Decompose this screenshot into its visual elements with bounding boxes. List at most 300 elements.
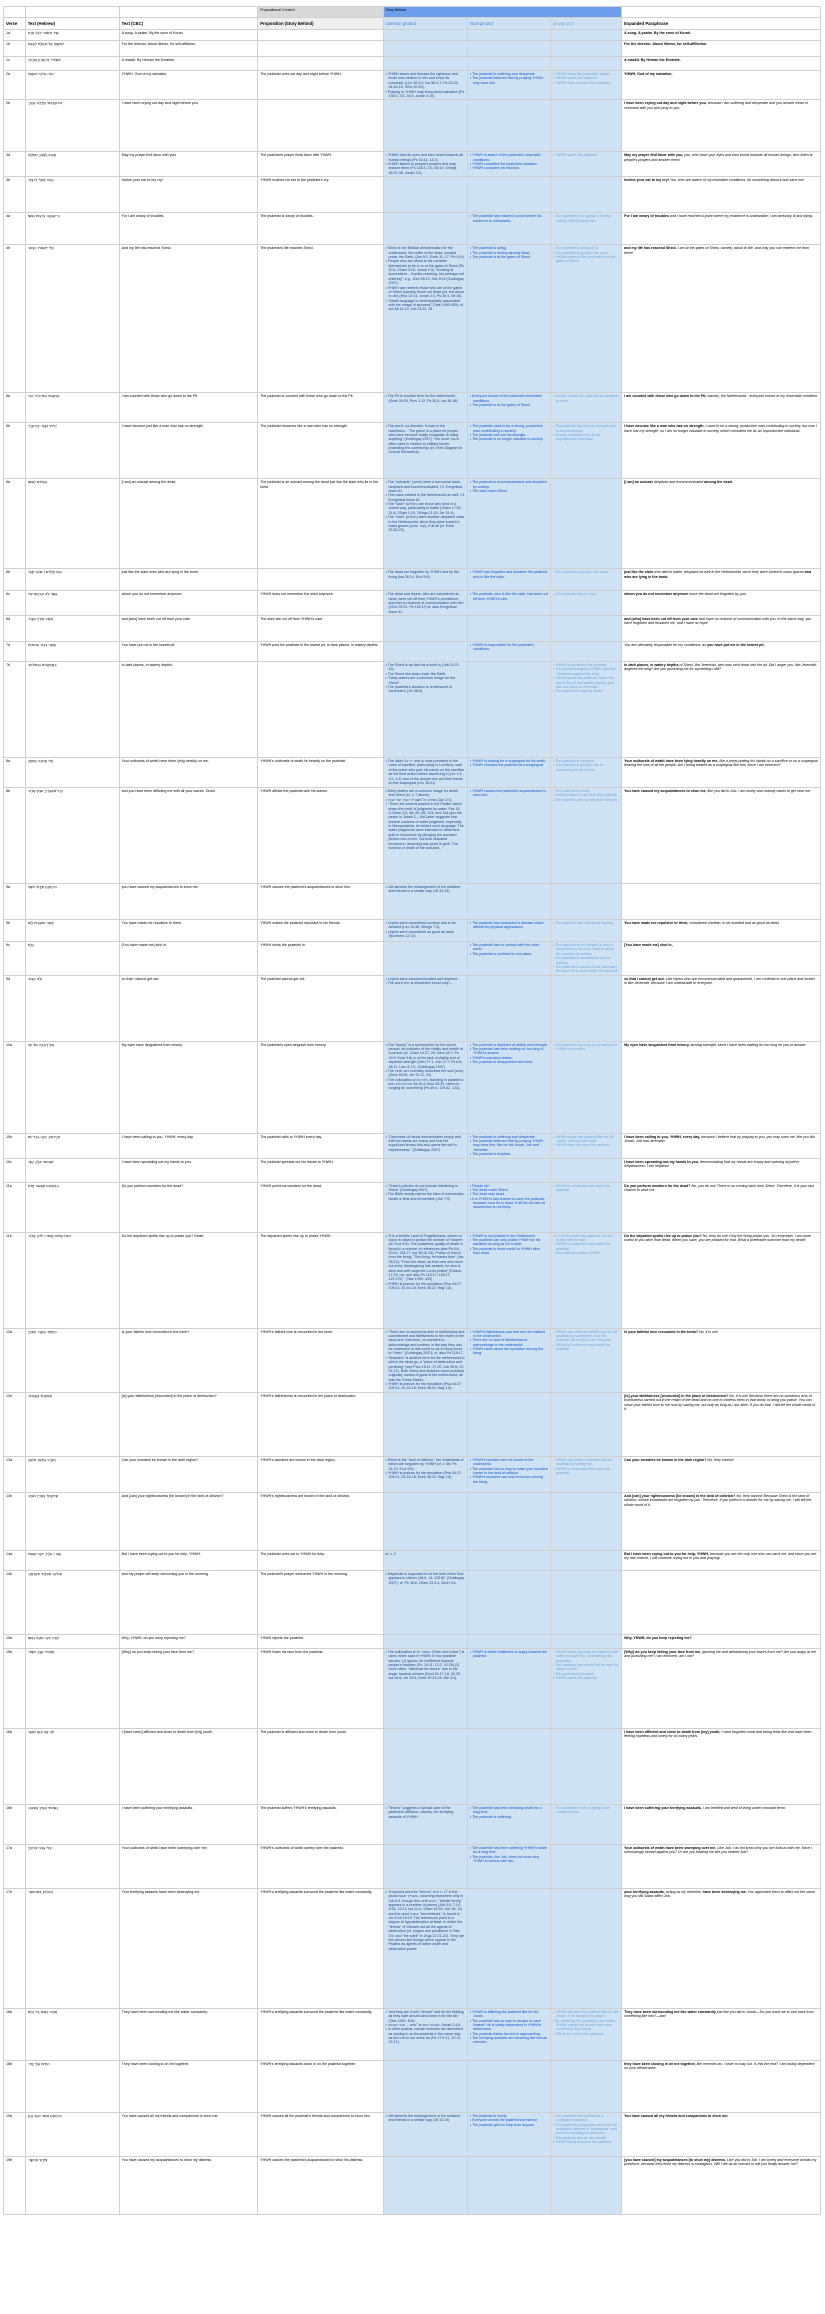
- cbc-text: so that I cannot get out.: [119, 975, 258, 1041]
- common-ground-cell: • YHWH has his eyes and ears tuned towards all human beings (Ps 33:14, 14:2). • YHWH listens to people's prayers and may answer them (Ps 138:3, 3:5, 66:19, 1Kings 18:37-38, Jonah 3:4).: [383, 152, 467, 177]
- cbc-text: You have put me in the lowest pit,: [119, 642, 258, 662]
- common-ground-cell: • The word גבר denotes "a man in his machismo... The grave is a place for people who have become totally incapable of doing anything" (Goldingay 2007). The word גבר is often used in relation to military forces protecting the community (cf. Venn Diagram in Lexical Semantics).: [383, 423, 467, 479]
- hebrew-text: כָּלֻ֥א: [25, 942, 119, 976]
- hebrew-text: הִרְחַ֣קְתָּ מִ֭מֶּנִּי אֹהֵ֣ב וָרֵ֑עַ: [25, 2112, 119, 2156]
- local-ground-cell: [467, 2060, 550, 2112]
- hebrew-text: כִּֽי־שָׂבְעָ֣ה בְרָע֣וֹת נַפְשִׁ֑י: [25, 213, 119, 245]
- verse-label: 10c: [4, 1158, 26, 1182]
- proposition-text: YHWH's outbursts of wrath sweep over the psalmist.: [258, 1844, 383, 1888]
- table-row: [4, 245, 821, 393]
- table-row: [4, 30, 821, 41]
- common-ground-cell: • YHWH saves and blesses the righteous and those who believe in him and keep his covenant. (Lev 26:3-9; Isa 56:4-7; Ps 22:25; 34:16-18, 2Chr 20:20). • Praying to YHWH may bring about salvation (Ps 138:3, 3:5, 34:5, Jonah 3:10).: [383, 71, 467, 100]
- table-row: [4, 57, 821, 71]
- playground-cell: • YHWH keeps ignoring the psalmist and does not save him, considering him unworthy. • The psalmist has sinned but he was not aware of that. • The psalmist is innocent. • YHWH saves the psalmist.: [551, 1648, 622, 1728]
- common-ground-cell: [383, 177, 467, 213]
- table-row: [4, 942, 821, 976]
- col-header-proposition: Proposition (Story Behind): [258, 18, 383, 30]
- verse-label: 12a: [4, 1328, 26, 1392]
- column-header-row: [4, 18, 821, 30]
- verse-label: 4a: [4, 213, 26, 245]
- proposition-text: The psalmist's prayer welcomes YHWH in the morning.: [258, 1570, 383, 1634]
- expanded-paraphrase-cell: Can your wonders be known in the dark region? No, they cannot!: [622, 1456, 821, 1492]
- expanded-paraphrase-cell: You are ultimately responsible for my conditions, as you have put me in the lowest pit,: [622, 642, 821, 662]
- expanded-paraphrase-cell: Do the departed spirits rise up to praise you? No, they do not! Only the living praise you. So remember, I am more useful to you alive than dead. When you save, you are praised for that. What a preferable outcome than my death!: [622, 1232, 821, 1328]
- table-row: [4, 1041, 821, 1133]
- proposition-text: YHWH's faithfulness is recounted in the place of destruction.: [258, 1392, 383, 1456]
- local-ground-cell: [467, 975, 550, 1041]
- cbc-text: Why, YHWH, do you keep rejecting me?: [119, 1634, 258, 1648]
- verse-label: 11a: [4, 1182, 26, 1232]
- cbc-text: I [have been] afflicted and close to death from [my] youth,: [119, 1728, 258, 1804]
- common-ground-cell: [383, 30, 467, 41]
- proposition-text: The psalmist's prayer finds favor with YHWH.: [258, 152, 383, 177]
- table-row: [4, 1158, 821, 1182]
- cbc-text: They have been surrounding me like water constantly;: [119, 2008, 258, 2060]
- proposition-text: The psalmist calls to YHWH every day.: [258, 1133, 383, 1158]
- common-ground-cell: • Lepers were excommunicated and required... • The word כלא is elsewhere found only i...: [383, 975, 467, 1041]
- cbc-text: Do the departed spirits rise up to praise you? Selah.: [119, 1232, 258, 1328]
- playground-cell: [551, 2156, 622, 2214]
- local-ground-cell: [467, 100, 550, 152]
- local-ground-cell: • The psalmist is lonely. • Everyone avoids the psalmist's presence. • The psalmist gets no help from anyone.: [467, 2112, 550, 2156]
- playground-cell: • If YHWH saves the psalmist, he will praise him for that. • YHWH is convinced and saves the psalmist. • The psalmist praises YHWH.: [551, 1232, 622, 1328]
- hebrew-text: וּ֝בַבֹּ֗קֶר תְּֽפִלָּתִ֥י תְקַדְּמֶֽךָּ׃: [25, 1570, 119, 1634]
- cbc-text: You have caused my acquaintances to shun my distress.: [119, 2156, 258, 2214]
- local-ground-cell: [467, 30, 550, 41]
- table-row: [4, 1328, 821, 1392]
- table-row: [4, 569, 821, 591]
- table-row: [4, 213, 821, 245]
- common-ground-cell: • "Terrors" suggests a special case of the psalmist's affliction, namely, the terrifying assaults of YHWH.: [383, 1804, 467, 1844]
- common-ground-cell: • The idiom סמך יד על is most prevalent in the Laws of sacrifice, particularly in Leviticus, said of the priest who puts his hands on the sacrifice as the final action before sacrificing it (Lev 1:4, 3:2, 4:4) and of the people who put their hands on the scapegoat (Lev 16:21).: [383, 758, 467, 788]
- expanded-paraphrase-cell: Incline your ear to my cry! You, who are aware of my miserable conditions, do something about it and save me!: [622, 177, 821, 213]
- table-row: [4, 2008, 821, 2060]
- local-ground-cell: [467, 1570, 550, 1634]
- local-ground-cell: [467, 41, 550, 57]
- proposition-text: YHWH causes the psalmist's acquaintances to shun his distress.: [258, 2156, 383, 2214]
- common-ground-cell: [383, 1728, 467, 1804]
- table-row: [4, 2060, 821, 2112]
- cbc-text: You have caused all my friends and companions to shun me;: [119, 2112, 258, 2156]
- verse-label: 6d: [4, 616, 26, 642]
- group-header-story-behind: Story Behind: [383, 7, 622, 18]
- proposition-text: The slain are cut off from YHWH's care.: [258, 616, 383, 642]
- playground-cell: • The psalmist is seriously ill. • The psalmist is going to die soon. • YHWH redeems the psalmist from the gates of Sheol.: [551, 245, 622, 393]
- verse-label: 1b: [4, 41, 26, 57]
- local-ground-cell: • The psalmist has been suffering YHWH's wrath for a long time. • The psalmist, like Job, does not know why YHWH is furious with him.: [467, 1844, 550, 1888]
- hebrew-text: אֲשֶׁ֤ר לֹ֣א זְכַרְתָּ֣ם ע֑וֹד: [25, 591, 119, 616]
- table-row: [4, 1888, 821, 2008]
- proposition-text: YHWH causes all the psalmist's friends and companions to shun him.: [258, 2112, 383, 2156]
- common-ground-cell: • The "outcasts" (חפשי) were a low social class, despised and excommunicated. Cf. Exegetical Issue #1 • This class existed in the Netherworld as well. Cf. Exegetical Issue #1 • The "slain" (חללים) are those who died in a violent way, particularly in battle (1Sam 17:52, 31:8, 2Sam 1:19, 1Kings 11:15, Jer 51:4). • The "slain" (חללים) were another despised class in the Netherworld, since they were buried in mass graves (קבר עמנו), if at all (cf. Ezek 32:20-23).: [383, 479, 467, 569]
- expanded-paraphrase-cell: I have been spreading out my hands to you, demonstrating that my hands are empty and opening myself in helplessness. I am helpless!: [622, 1158, 821, 1182]
- verse-label: 17a: [4, 1844, 26, 1888]
- table-row: [4, 642, 821, 662]
- proposition-text: YHWH hides his face from the psalmist.: [258, 1648, 383, 1728]
- verse-label: 14b: [4, 1570, 26, 1634]
- hebrew-text: בִּ֝עוּתֶ֗יךָ צִמְּתוּתֻֽנִי׃: [25, 1888, 119, 2008]
- cbc-text: They have been closing in on me together.: [119, 2060, 258, 2112]
- expanded-paraphrase-cell: For the director. About illness, for self-afflliction.: [622, 41, 821, 57]
- table-row: [4, 1728, 821, 1804]
- hebrew-text: וְכָל־מִ֝שְׁבָּרֶ֗יךָ עִנִּ֥יתָ סֶּֽלָה׃: [25, 788, 119, 884]
- local-ground-cell: • The psalmist, who is like the slain, has been cut off from YHWH's care.: [467, 591, 550, 616]
- hebrew-text: הַטֵּֽה־אָ֝זְנְךָ֗ לְרִנָּתִֽי׃: [25, 177, 119, 213]
- common-ground-cell: • Deep waters are a common image for death and Sheol (cf. v. 7 above). • מצלה כל־משבריך וגליך עלי עברו (Jon 2:4). • "There are several psalms in the Psalter which share the motif of judgment by water. Pss 18 (=2Sam 22); 66; 69; 88; 124; and 144 plus the psalm in Jonah 2... McCarter suggests that ancient customs of water judgment, especially in Mesopotamia, lie behind such language. The water judgments were intended to determine guilt or innocence by plunging the accused person into a river. Survival indicated innocence; drowning was proof of guilt. The survival or death of the accused...": [383, 788, 467, 884]
- local-ground-cell: [467, 1158, 550, 1182]
- proposition-text: The psalmist's life reaches Sheol.: [258, 245, 383, 393]
- hebrew-text: בְּ֝מַחֲשַׁכִּ֗ים בִּמְצֹלֽוֹת׃: [25, 662, 119, 758]
- proposition-text: [258, 569, 383, 591]
- table-row: [4, 100, 821, 152]
- playground-cell: • YHWH saves the psalmist.: [551, 152, 622, 177]
- playground-cell: [551, 975, 622, 1041]
- cbc-text: Can your wonders be known in the dark region?: [119, 1456, 258, 1492]
- playground-cell: • The psalmist is tired of living under constant terror.: [551, 1804, 622, 1844]
- verse-label: 6c: [4, 591, 26, 616]
- common-ground-cell: • Sheol is the "land of oblivion", the inhabitants of which are forgotten by YHWH (cf. v. 6b, Ps 31:13, Eccl 9:5). • YHWH is jealous for his reputation (Psa 44:27; 109:21; 51:16-18; Ezek 36:22; Hag 1:8).: [383, 1456, 467, 1492]
- local-ground-cell: [467, 1728, 550, 1804]
- verse-label: 10a: [4, 1041, 26, 1133]
- verse-label: 14a: [4, 1550, 26, 1570]
- hebrew-text: תַּסְתִּ֖יר פָּנֶ֣יךָ מִמֶּֽנִּי׃: [25, 1648, 119, 1728]
- common-ground-cell: • Job laments the estrangement of his relatives and friends in a similar way (19:13-19): [383, 2112, 467, 2156]
- expanded-paraphrase-cell: You have made me repulsive to them, considered unclean, to be avoided and as good as dead.: [622, 920, 821, 942]
- expanded-paraphrase-cell: You have caused my acquaintances to shun me, like you did to Job. I am lonely and nobody wants to get near me.: [622, 788, 821, 884]
- common-ground-cell: • Lepers were considered unclean and to be avoided (Lev 13:46, 2Kings 7:3). • Lepers were considered as good as dead (Numbers 12:12): [383, 920, 467, 942]
- table-row: [4, 177, 821, 213]
- cbc-text: For the director. About illness, for self-affliction.: [119, 41, 258, 57]
- playground-cell: [551, 41, 622, 57]
- proposition-text: The psalmist is weary of troubles.: [258, 213, 383, 245]
- verse-label: 2a: [4, 71, 26, 100]
- common-ground-cell: • "Yhwh's policies do not include interfering in Sheol" (Goldingay 2007) • The Bible mostly rejects the idea of resurrection. Death is final and irreversible (Job 7:9): [383, 1182, 467, 1232]
- col-header-expanded-paraphrase: Expanded Paraphrase: [622, 18, 821, 30]
- common-ground-cell: • Daybreak is supposed to be the time when God appears to deliver (46:6, 14; 143:8)" (Goldingay 2007), cf. Ps 46:6, 2Sam 23:3-4, Zeph 3:5.: [383, 1570, 467, 1634]
- common-ground-cell: [383, 1492, 467, 1550]
- local-ground-cell: [467, 662, 550, 758]
- proposition-text: The psalmist becomes like a man who has no strength.: [258, 423, 383, 479]
- col-header-cbc: Text (CBC): [119, 18, 258, 30]
- verse-label: 7b: [4, 662, 26, 758]
- verse-label: 9b: [4, 920, 26, 942]
- local-ground-cell: [467, 1550, 550, 1570]
- cbc-text: You have made me repulsive to them.: [119, 920, 258, 942]
- playground-cell: [551, 479, 622, 569]
- local-ground-cell: • YHWH's wonders are not known in the underworld. • The psalmist has no way to make your wonders known in the land of oblivion. • YHWH's wonders can only be known among the living.: [467, 1456, 550, 1492]
- table-row: [4, 616, 821, 642]
- cbc-text: A song. A psalm. By the sons of Korah,: [119, 30, 258, 41]
- expanded-paraphrase-cell: Why, YHWH, do you keep rejecting me?: [622, 1634, 821, 1648]
- cbc-text: in dark places, in watery depths.: [119, 662, 258, 758]
- common-ground-cell: [383, 616, 467, 642]
- expanded-paraphrase-cell: I have been calling to you, YHWH, every day, because I believe that by praying to you, you may save me, like you did Jonah, Job and Jeremiah.: [622, 1133, 821, 1158]
- playground-cell: • YHWH saves the psalmist like he did Jonah, Job and Jeremiah. • YHWH does not save the psalmist.: [551, 1133, 622, 1158]
- playground-cell: [551, 2060, 622, 2112]
- blank-cell: [622, 7, 821, 18]
- playground-cell: [551, 884, 622, 920]
- verse-label: 9d: [4, 975, 26, 1041]
- cbc-text: I am counted with those who go down to the Pit.: [119, 393, 258, 423]
- expanded-paraphrase-cell: and my life has reached Sheol. I am at the gates of Sheol, namely, about to die, and only you can redeem me from there!: [622, 245, 821, 393]
- verse-label: 10b: [4, 1133, 26, 1158]
- verse-label: 9c: [4, 942, 26, 976]
- expanded-paraphrase-cell: You have caused all my friends and companions to shun me;: [622, 2112, 821, 2156]
- proposition-text: YHWH does not remember the slain anymore.: [258, 591, 383, 616]
- cbc-text: I have been crying out day and night before you.: [119, 100, 258, 152]
- hebrew-text: קְרָאתִ֣יךָ יְהוָ֣ה בְּכָל־י֑וֹם: [25, 1133, 119, 1158]
- expanded-paraphrase-cell: your terrifying assaults, acting as my enemies, have been destroying me. You appointed them to afflict me the same way you did Satan afflict Job.: [622, 1888, 821, 2008]
- verse-label: 8b: [4, 788, 26, 884]
- cbc-text: I have become just like a man who has no strength.: [119, 423, 258, 479]
- expanded-paraphrase-cell: For I am weary of troubles and I have reached a point where my existence is unbearable; I am seriously ill and dying.: [622, 213, 821, 245]
- table-row: [4, 1844, 821, 1888]
- expanded-paraphrase-cell: I am counted with those who go down to the Pit, namely, the Netherworld - everyone knows of my miserable condition.: [622, 393, 821, 423]
- col-header-hebrew: Text (Hebrew): [25, 18, 119, 30]
- table-row: [4, 1392, 821, 1456]
- hebrew-text: הַיְסֻפַּ֣ר בַּקֶּ֣בֶר חַסְדֶּ֑ךָ: [25, 1328, 119, 1392]
- local-ground-cell: • YHWH causes the psalmist's acquaintances to shun him.: [467, 788, 550, 884]
- verse-label: 19a: [4, 2112, 26, 2156]
- proposition-text: The psalmist is afflicted and close to death from youth.: [258, 1728, 383, 1804]
- table-body: [4, 7, 821, 2215]
- table-row: [4, 758, 821, 788]
- playground-cell: • YHWH is punishing the psalmist. • The psalmist angered YHWH, just like Jeremiah angered the king. • YHWH saves the psalmist, takes him out of the pit and watery depths, just like was done to Jeremiah. • The psalmist is nearing death.: [551, 662, 622, 758]
- table-row: [4, 662, 821, 758]
- cbc-text: Incline your ear to my cry!: [119, 177, 258, 213]
- verse-label: 17b: [4, 1888, 26, 2008]
- proposition-text: The departed spirits rise up to praise YHWH.: [258, 1232, 383, 1328]
- hebrew-text: וְחַיַּ֗י לִשְׁא֥וֹל הִגִּֽיעוּ׃: [25, 245, 119, 393]
- table-row: [4, 2156, 821, 2214]
- verse-label: 18a: [4, 2008, 26, 2060]
- hebrew-text: כְּמ֤וֹ חֲלָלִ֨ים ׀ שֹׁ֥כְבֵי קֶ֗בֶר: [25, 569, 119, 591]
- hebrew-text: מְֽיֻדָּעַ֥י מַחְשָֽׁךְ׃: [25, 2156, 119, 2214]
- cbc-text: [You have made me] shut in,: [119, 942, 258, 976]
- common-ground-cell: cf. v. 2: [383, 1550, 467, 1570]
- playground-cell: [551, 1570, 622, 1634]
- proposition-text: YHWH's faithful love is recounted in the tomb.: [258, 1328, 383, 1392]
- expanded-paraphrase-cell: YHWH, God of my salvation,: [622, 71, 821, 100]
- proposition-text: [258, 30, 383, 41]
- cbc-text: [Is] your faithfulness [recounted] in the place of destruction?: [119, 1392, 258, 1456]
- verse-label: 7a: [4, 642, 26, 662]
- playground-cell: [551, 30, 622, 41]
- verse-label: 2b: [4, 100, 26, 152]
- cbc-text: And [can] your righteousness [be known] in the land of oblivion?: [119, 1492, 258, 1550]
- local-ground-cell: [467, 616, 550, 642]
- cbc-text: just like the slain ones who are lying in the tomb,: [119, 569, 258, 591]
- local-ground-cell: [467, 884, 550, 920]
- group-header-row: [4, 7, 821, 18]
- table-row: [4, 1634, 821, 1648]
- cbc-text: And my life has reached Sheol.: [119, 245, 258, 393]
- table-row: [4, 152, 821, 177]
- verse-label: 12b: [4, 1392, 26, 1456]
- expanded-paraphrase-cell: Your outbursts of wrath have been sweeping over me. Like Job, I do not know why you are furious with me. Have I unknowingly sinned against you? Or are you treating me like you treated Job?: [622, 1844, 821, 1888]
- verse-label: 9a: [4, 884, 26, 920]
- proposition-text: YHWH's wonders are known in the dark region.: [258, 1456, 383, 1492]
- common-ground-cell: • "It is a terrible Land of Forgetfulness, where no voice is raised to praise the wonder of Yahweh (cf. Eccl 9:5). The praiseless quality of death is found in a number of references (see Ps 6:6; 30:10; 115:17; Isa 38:18-19). Praise of God is from the living; "The living, he thanks thee" (Isa 38:19); "From the dead, as from one who does not exist, thanksgiving has ceased; he who is alive and well sings the Lord's praise" (Ecclus 17:29, rsv; see also Ps 115:17; 118:17; 119:175)." (Tate 1990: 403) • YHWH is jealous for his reputation (Psa 44:27; 109:21; 51:16-18; Ezek 36:22; Hag 1:8).: [383, 1232, 467, 1328]
- playground-cell: [551, 1844, 622, 1888]
- verse-label: 15a: [4, 1634, 26, 1648]
- local-ground-cell: • The psalmist has contracted a disease which affects his physical appearance.: [467, 920, 550, 942]
- common-ground-cell: [383, 1634, 467, 1648]
- proposition-text: YHWH inclines his ear to the psalmist's cry.: [258, 177, 383, 213]
- common-ground-cell: [383, 2060, 467, 2112]
- hebrew-text: עָ֭לַי סָמְכָ֣ה חֲמָתֶ֑ךָ: [25, 758, 119, 788]
- expanded-paraphrase-cell: in dark places, in watery depths of Sheol, like Jeremiah, who was sent down into the pit. Did I anger you, like Jeremiah angered the king? Are you punishing me for something I did?: [622, 662, 821, 758]
- local-ground-cell: • People die • The dead reach Sheol. • The dead stay dead. • It is YHWH's last chance to save the psalmist, because once he is dead, it will be too late as resurrection is not likely.: [467, 1182, 550, 1232]
- table-row: [4, 975, 821, 1041]
- proposition-text: YHWH's terrifying assaults surround the psalmist like water constantly.: [258, 1888, 383, 2008]
- hebrew-text: יְהוָ֗ה אֱלֹהֵ֥י יְשׁוּעָתִ֑י: [25, 71, 119, 100]
- proposition-text: YHWH's terrifying assaults surround the psalmist like water constantly.: [258, 2008, 383, 2060]
- hebrew-text: שִׁ֥יר מִזְמ֗וֹר לִבְנֵ֫י קֹ֥רַח: [25, 30, 119, 41]
- hebrew-text: אִם־רְ֝פָאִ֗ים יָק֤וּמוּ ׀ יוֹד֬וּךָ סֶּֽלָה׃: [25, 1232, 119, 1328]
- common-ground-cell: [383, 1158, 467, 1182]
- hebrew-text: שַׁתַּ֣נִי תוֹעֵב֣וֹת לָ֑מוֹ: [25, 920, 119, 942]
- proposition-text: YHWH puts the psalmist in the lowest pit, in dark places, in watery depths.: [258, 642, 383, 662]
- hebrew-text: עָ֘נִ֤י אֲנִ֣י וְגֹוֵ֣עַ מִנֹּ֑עַר: [25, 1728, 119, 1804]
- cbc-text: But I have been crying out to you for help, YHWH,: [119, 1550, 258, 1570]
- verse-label: 8a: [4, 758, 26, 788]
- expanded-paraphrase-cell: they have been closing in on me together, like enemies do. I have no way out. Is this the end? I am totally dependent on your deliverance.: [622, 2060, 821, 2112]
- proposition-text: The psalmist cries out to YHWH for help.: [258, 1550, 383, 1570]
- common-ground-cell: • The collocation הסתיר פנים ("hide one's face") is used, when said of YHWH, in two possible senses: (1) ignore, be indifferent towards people's troubles (Ps. 10:11, 13:2, 42:25) (2) more often, "withdraw his favors" due to his anger towards sinners (Deut 31:17-18, 32:20, Isa 54:8, Jer 33:5, Ezek 39:23-24, Mic 3:4).: [383, 1648, 467, 1728]
- cbc-text: you have caused my acquaintances to shun me.: [119, 884, 258, 920]
- expanded-paraphrase-cell: [622, 884, 821, 920]
- local-ground-cell: • YHWH's faithfulness and love are not realised in the underworld. • There are no acts of faithfulness to acknowledge in the underworld. • YHWH cares about his reputation among the living.: [467, 1328, 550, 1392]
- playground-cell: • The psalmist is giving up on waiting for YHWH's salvation.: [551, 1041, 622, 1133]
- common-ground-cell: • "and they are God's "terrors" and do his bidding, as they swirl around and close in for the kill." (Tate 1990, 404) • סבבוני מים עד־נפש ... ונהר יסבבני, Jonah 2:4,6 • In other psalms, human enemies are described as closing in on the psalmist in the same way as the מים in our verse do (Ps 17:9-11, 22:13, 22:17).: [383, 2008, 467, 2060]
- local-ground-cell: • YHWH is not praised in the Underworld. • The psalmist can only praise YHWH for his salvation as long as he is alive. • The psalmist is more useful to YHWH alive than dead.: [467, 1232, 550, 1328]
- verse-label: 11b: [4, 1232, 26, 1328]
- common-ground-cell: [383, 1392, 467, 1456]
- expanded-paraphrase-cell: I have become like a man who has no strength. I used to be a strong, productive man contributing to society, but now I have lost my strength, so I am no longer valuable to society, which considers me as an unproductive individual.: [622, 423, 821, 479]
- local-ground-cell: [467, 1392, 550, 1456]
- table-row: [4, 1456, 821, 1492]
- common-ground-cell: [383, 100, 467, 152]
- hebrew-text: וְלֹ֣א אֵצֵֽא׃: [25, 975, 119, 1041]
- cbc-text: I have been suffering your terrifying assaults.: [119, 1804, 258, 1844]
- verse-label: 3a: [4, 152, 26, 177]
- playground-cell: [551, 100, 622, 152]
- group-header-propositional-content: Propositional Content: [258, 7, 383, 18]
- playground-cell: [551, 1728, 622, 1804]
- verse-label: 3b: [4, 177, 26, 213]
- table-row: [4, 393, 821, 423]
- local-ground-cell: [467, 1492, 550, 1550]
- playground-cell: [551, 1888, 622, 2008]
- table-row: [4, 1570, 821, 1634]
- local-ground-cell: • The psalmist has reached a point where his existence is unbearable.: [467, 213, 550, 245]
- cbc-text: For I am weary of troubles,: [119, 213, 258, 245]
- proposition-text: The psalmist suffers YHWH's terrifying assaults.: [258, 1804, 383, 1844]
- playground-cell: [551, 1550, 622, 1570]
- verse-label: 16b: [4, 1804, 26, 1844]
- expanded-paraphrase-cell: My eyes have languished from misery, lacking strength, since I have been waiting for too long for you to answer.: [622, 1041, 821, 1133]
- cbc-text: Your outbursts of wrath have been sweeping over me;: [119, 1844, 258, 1888]
- verse-label: 4b: [4, 245, 26, 393]
- table-row: [4, 1550, 821, 1570]
- hebrew-text: הִרְחַ֥קְתָּ מְיֻדָּעַ֗י מִ֫מֶּ֥נִּי: [25, 884, 119, 920]
- common-ground-cell: [383, 41, 467, 57]
- expanded-paraphrase-cell: I have been suffering your terrifying assaults, I am terrified and tired of living under constant terror.: [622, 1804, 821, 1844]
- verse-label: 6a: [4, 479, 26, 569]
- playground-cell: • Society marks the psalmist as someone to shun: [551, 393, 622, 423]
- hebrew-text: תָּב֣וֹא לְ֭פָנֶיךָ תְּפִלָּתִ֑י: [25, 152, 119, 177]
- cbc-text: May my prayer find favor with you!: [119, 152, 258, 177]
- common-ground-cell: • Job laments the estrangement of his relatives and friends in a similar way (19:13-19): [383, 884, 467, 920]
- proposition-text: YHWH rejects the psalmist.: [258, 1634, 383, 1648]
- local-ground-cell: • The psalmist is suffering and desperate. • The psalmist believes that by praying YHWH may save him, like he did Jonah, Job and Jeremiah. • The psalmist is helpless.: [467, 1133, 550, 1158]
- playground-cell: [551, 1392, 622, 1456]
- verse-label: 18b: [4, 2060, 26, 2112]
- proposition-text: The psalmist is counted with those who go down to the Pit.: [258, 393, 383, 423]
- expanded-paraphrase-cell: [I am] an outcast despised and excommunicated among the dead.: [622, 479, 821, 569]
- col-header-common-ground: common ground: [383, 18, 467, 30]
- hebrew-text: שִׁטַּ֖חְתִּי אֵלֶ֣יךָ כַפָּֽי׃: [25, 1158, 119, 1182]
- common-ground-cell: [383, 642, 467, 662]
- common-ground-cell: [383, 1844, 467, 1888]
- hebrew-text: וְ֝הֵ֗מָּה מִיָּדְךָ֥ נִגְזָֽרוּ׃: [25, 616, 119, 642]
- playground-cell: [551, 177, 622, 213]
- cbc-text: [I am] an outcast among the dead,: [119, 479, 258, 569]
- expanded-paraphrase-cell: I have been afflicted and close to death from [my] youth, I have forgotten what and being feels like and have been feeling hopeless and lonely for so many years.: [622, 1728, 821, 1804]
- cbc-text: I have been calling to you, YHWH, every day.: [119, 1133, 258, 1158]
- blank-cell: [4, 7, 26, 18]
- common-ground-cell: • "A second word for "terrors" is in v. 17 in the plural noun בעותיך, occurring elsewhere only in Job 6:4, though this verb ביעת, "startle/ terrify," appears in a number of places (Job 3:5, 7:14, 9:34, 13:11; Isa 21:4; 1Sam 16:15; Job 18: 11) and the word בעות, "terror/dread," is found in Jer 8:15-16:19. The references point to a degree of hypostatization at least, in which the "terrors" of Yahweh act as the agents of destruction (cf. plague and pestilence in Hab 3:5; and "the spirit" in 1Kgs 22:21-22). They are the demon-like beings which appear in the Psalms as agents of divine wrath and destructive power.: [383, 1888, 467, 2008]
- cbc-text: Your outbursts of wrath have been lying heavily on me,: [119, 758, 258, 788]
- common-ground-cell: • The Pit is another term for the netherworld (Ezek 26:20, Prov 1:12, Ps 30:4, Isa 38:18)'.: [383, 393, 467, 423]
- expanded-paraphrase-cell: They have been surrounding me like water constantly just like you did to Jonah—Do you want me to turn back from something like him?—and: [622, 2008, 821, 2060]
- proposition-text: [258, 57, 383, 71]
- proposition-text: The psalmist cries out day and night before YHWH.: [258, 71, 383, 100]
- hebrew-text: הֲיִוָּדַ֣ע בַּחֹ֣שֶׁךְ פִּלְאֶ֑ךָ: [25, 1456, 119, 1492]
- col-header-local-ground: local ground: [467, 18, 550, 30]
- proposition-text: YHWH afflicts the psalmist with his waves.: [258, 788, 383, 884]
- local-ground-cell: • The psalmist is depleted of vitality and strength. • The psalmist has been waiting for too long to YHWH's answer • YHWH's salvation tarries. • The psalmist is disappointed and tired.: [467, 1041, 550, 1133]
- local-ground-cell: • The psalmist used to be a strong, productive man contributing to society. • The psalmist has lost his strength. • The psalmist is no longer valuable to society.: [467, 423, 550, 479]
- hebrew-text: הֲלַמֵּתִ֥ים תַּעֲשֶׂה־פֶּ֑לֶא: [25, 1182, 119, 1232]
- expanded-paraphrase-cell: so that I cannot get out. Like lepers who are excommunicated and quarantined, I am confined to one place and locked in like Jeremiah, because I am undesirable to everyone.: [622, 975, 821, 1041]
- playground-cell: • YHWH will save the psalmist like he did Jonah, if he accepts his prayer. • By drowning the psalmist in the water, YHWH wants him to turn back from something, like Jonah. • This is the end of the psalmist.: [551, 2008, 622, 2060]
- local-ground-cell: • The psalmist has no contact with the outer world. • The psalmist is confined to one place.: [467, 942, 550, 976]
- hebrew-text: סַבּ֣וּנִי כַ֭מַּיִם כָּל־הַיּ֑וֹם: [25, 2008, 119, 2060]
- common-ground-cell: [383, 2156, 467, 2214]
- playground-cell: [551, 1634, 622, 1648]
- common-ground-cell: [383, 57, 467, 71]
- playground-cell: • The psalmist had lost his strength due to severe illness. • Society considers him as an unproductive individual.: [551, 423, 622, 479]
- proposition-text: YHWH shuts the psalmist in.: [258, 942, 383, 976]
- cbc-text: Is your faithful love recounted in the tomb?: [119, 1328, 258, 1392]
- expanded-paraphrase-cell: A maskil. By Heman the Ezrahite.: [622, 57, 821, 71]
- verse-label: 5b: [4, 423, 26, 479]
- hebrew-text: הִקִּ֖יפוּ עָלַ֣י יָֽחַד׃: [25, 2060, 119, 2112]
- expanded-paraphrase-cell: [you have caused] my acquaintances [to shun my] distress. Like you did to Job. I am lonely and everyone avoids my presence, because they think my distress is contagious. Will I die as an outcast or will you finally answer me?: [622, 2156, 821, 2214]
- expanded-paraphrase-cell: [Is] your faithfulness [recounted] in the place of destruction? No, it is not! Because there are no wondrous acts of truthfulness carried out in the realm of the dead and no one to confess them in that world, to bring you praise. You can show your faithful love to me now by saving me, but only as long as I am alive. If you do that, I will tell the whole world of it.: [622, 1392, 821, 1456]
- cbc-text: and [who] have been cut off from your care.: [119, 616, 258, 642]
- expanded-paraphrase-cell: May my prayer find favor with you, you, who have your eyes and ears tuned towards all human beings, who listen to people's prayers and answer them!: [622, 152, 821, 177]
- expanded-paraphrase-cell: Is your faithful love recounted in the tomb? No, it is not!: [622, 1328, 821, 1392]
- playground-cell: • The psalmist is not going to survive unless YHWH saves him.: [551, 213, 622, 245]
- hebrew-text: וְ֝צִדְקָתְךָ֗ בְּאֶ֣רֶץ נְשִׁיָּֽה׃: [25, 1492, 119, 1550]
- common-ground-cell: • The "eye(s)" is a synecdoche for the whole person, an indicator of the vitality and health of a person (cf. 1Sam 14:27, 29; Deut 34:7; Ps 19:9; Ezra 9:8) or of the lack of vitality and of depleted strength (Gen 27:1; Job 17:7; Ps 6:8; 38:11; Lam 5:17). (Goldingay 2007) • The verb דאב normally describes the soul (נפש) (Deut 28:65, Jer 31:11, 24). • The collocation כלה עינים, standing in parallel to כלה נפש in Lev 26:16 & Deut 28:32, refers to longing for something (Ps 69:4, 119:82, 123).: [383, 1041, 467, 1133]
- common-ground-cell: • Sheol is the Biblical denomination for the underworld, the realm of the dead, located under the Earth. (Am 9:2, Ezek 31: 17, Pro 5:5). • People who are about to die consider themselves to be in or at the gates of Sheol (Ps 30:4, 2Sam 22:6, Jonah 2:3). "Arriving at somewhere... implies reaching, but perhaps not entering", e.g., Gen 28:12, Job 20:6 (Goldingay 2007). • YHWH can redeem those who are at the gates of Sheol (namely, those not dead yet, but about to die) (Hos 13:14, Jonah 2:3, Ps 30:4, 49:16). • "Death language is stereotypically associated with the image of sickness" (Tate 1990:400); cf. Isa 38:10-19; Job 33:22, 28.: [383, 245, 467, 393]
- local-ground-cell: [467, 1634, 550, 1648]
- playground-cell: • The psalmist is lonely. • Nobody wants to get near the psalmist. • The psalmist gets no help from anyone.: [551, 788, 622, 884]
